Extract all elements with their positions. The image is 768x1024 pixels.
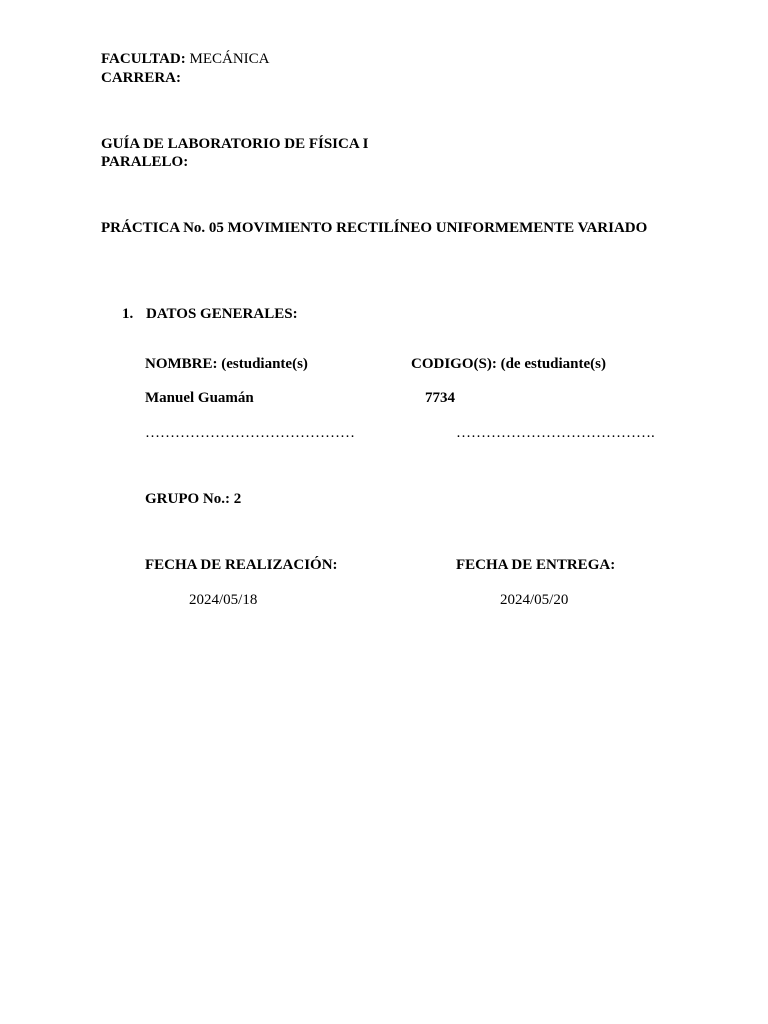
fecha-entrega-value: 2024/05/20	[500, 592, 569, 608]
fecha-entrega-label: FECHA DE ENTREGA:	[456, 557, 616, 573]
practice-title: PRÁCTICA No. 05 MOVIMIENTO RECTILÍNEO UNIFORMEMENTE VARIADO	[101, 220, 648, 236]
code-dots-line: ………………………………….	[456, 425, 655, 441]
facultad-value: MECÁNICA	[189, 51, 270, 67]
facultad-line	[101, 50, 270, 68]
fecha-realizacion-value: 2024/05/18	[189, 592, 258, 608]
codigo-header: CODIGO(S): (de estudiante(s)	[411, 356, 606, 372]
section-title: DATOS GENERALES:	[146, 306, 298, 322]
student-name: Manuel Guamán	[145, 390, 254, 406]
carrera-label: CARRERA:	[101, 70, 181, 86]
paralelo-label: PARALELO:	[101, 154, 189, 170]
grupo-line	[145, 490, 241, 508]
grupo-label: GRUPO No.:	[145, 491, 230, 507]
name-dots-line: ……………………………………	[145, 425, 355, 441]
grupo-value: 2	[233, 491, 242, 507]
facultad-label: FACULTAD:	[101, 51, 186, 67]
nombre-header: NOMBRE: (estudiante(s)	[145, 356, 308, 372]
guia-title: GUÍA DE LABORATORIO DE FÍSICA I	[101, 136, 369, 152]
section-number: 1.	[122, 306, 134, 322]
student-code: 7734	[425, 390, 455, 406]
fecha-realizacion-label: FECHA DE REALIZACIÓN:	[145, 557, 338, 573]
